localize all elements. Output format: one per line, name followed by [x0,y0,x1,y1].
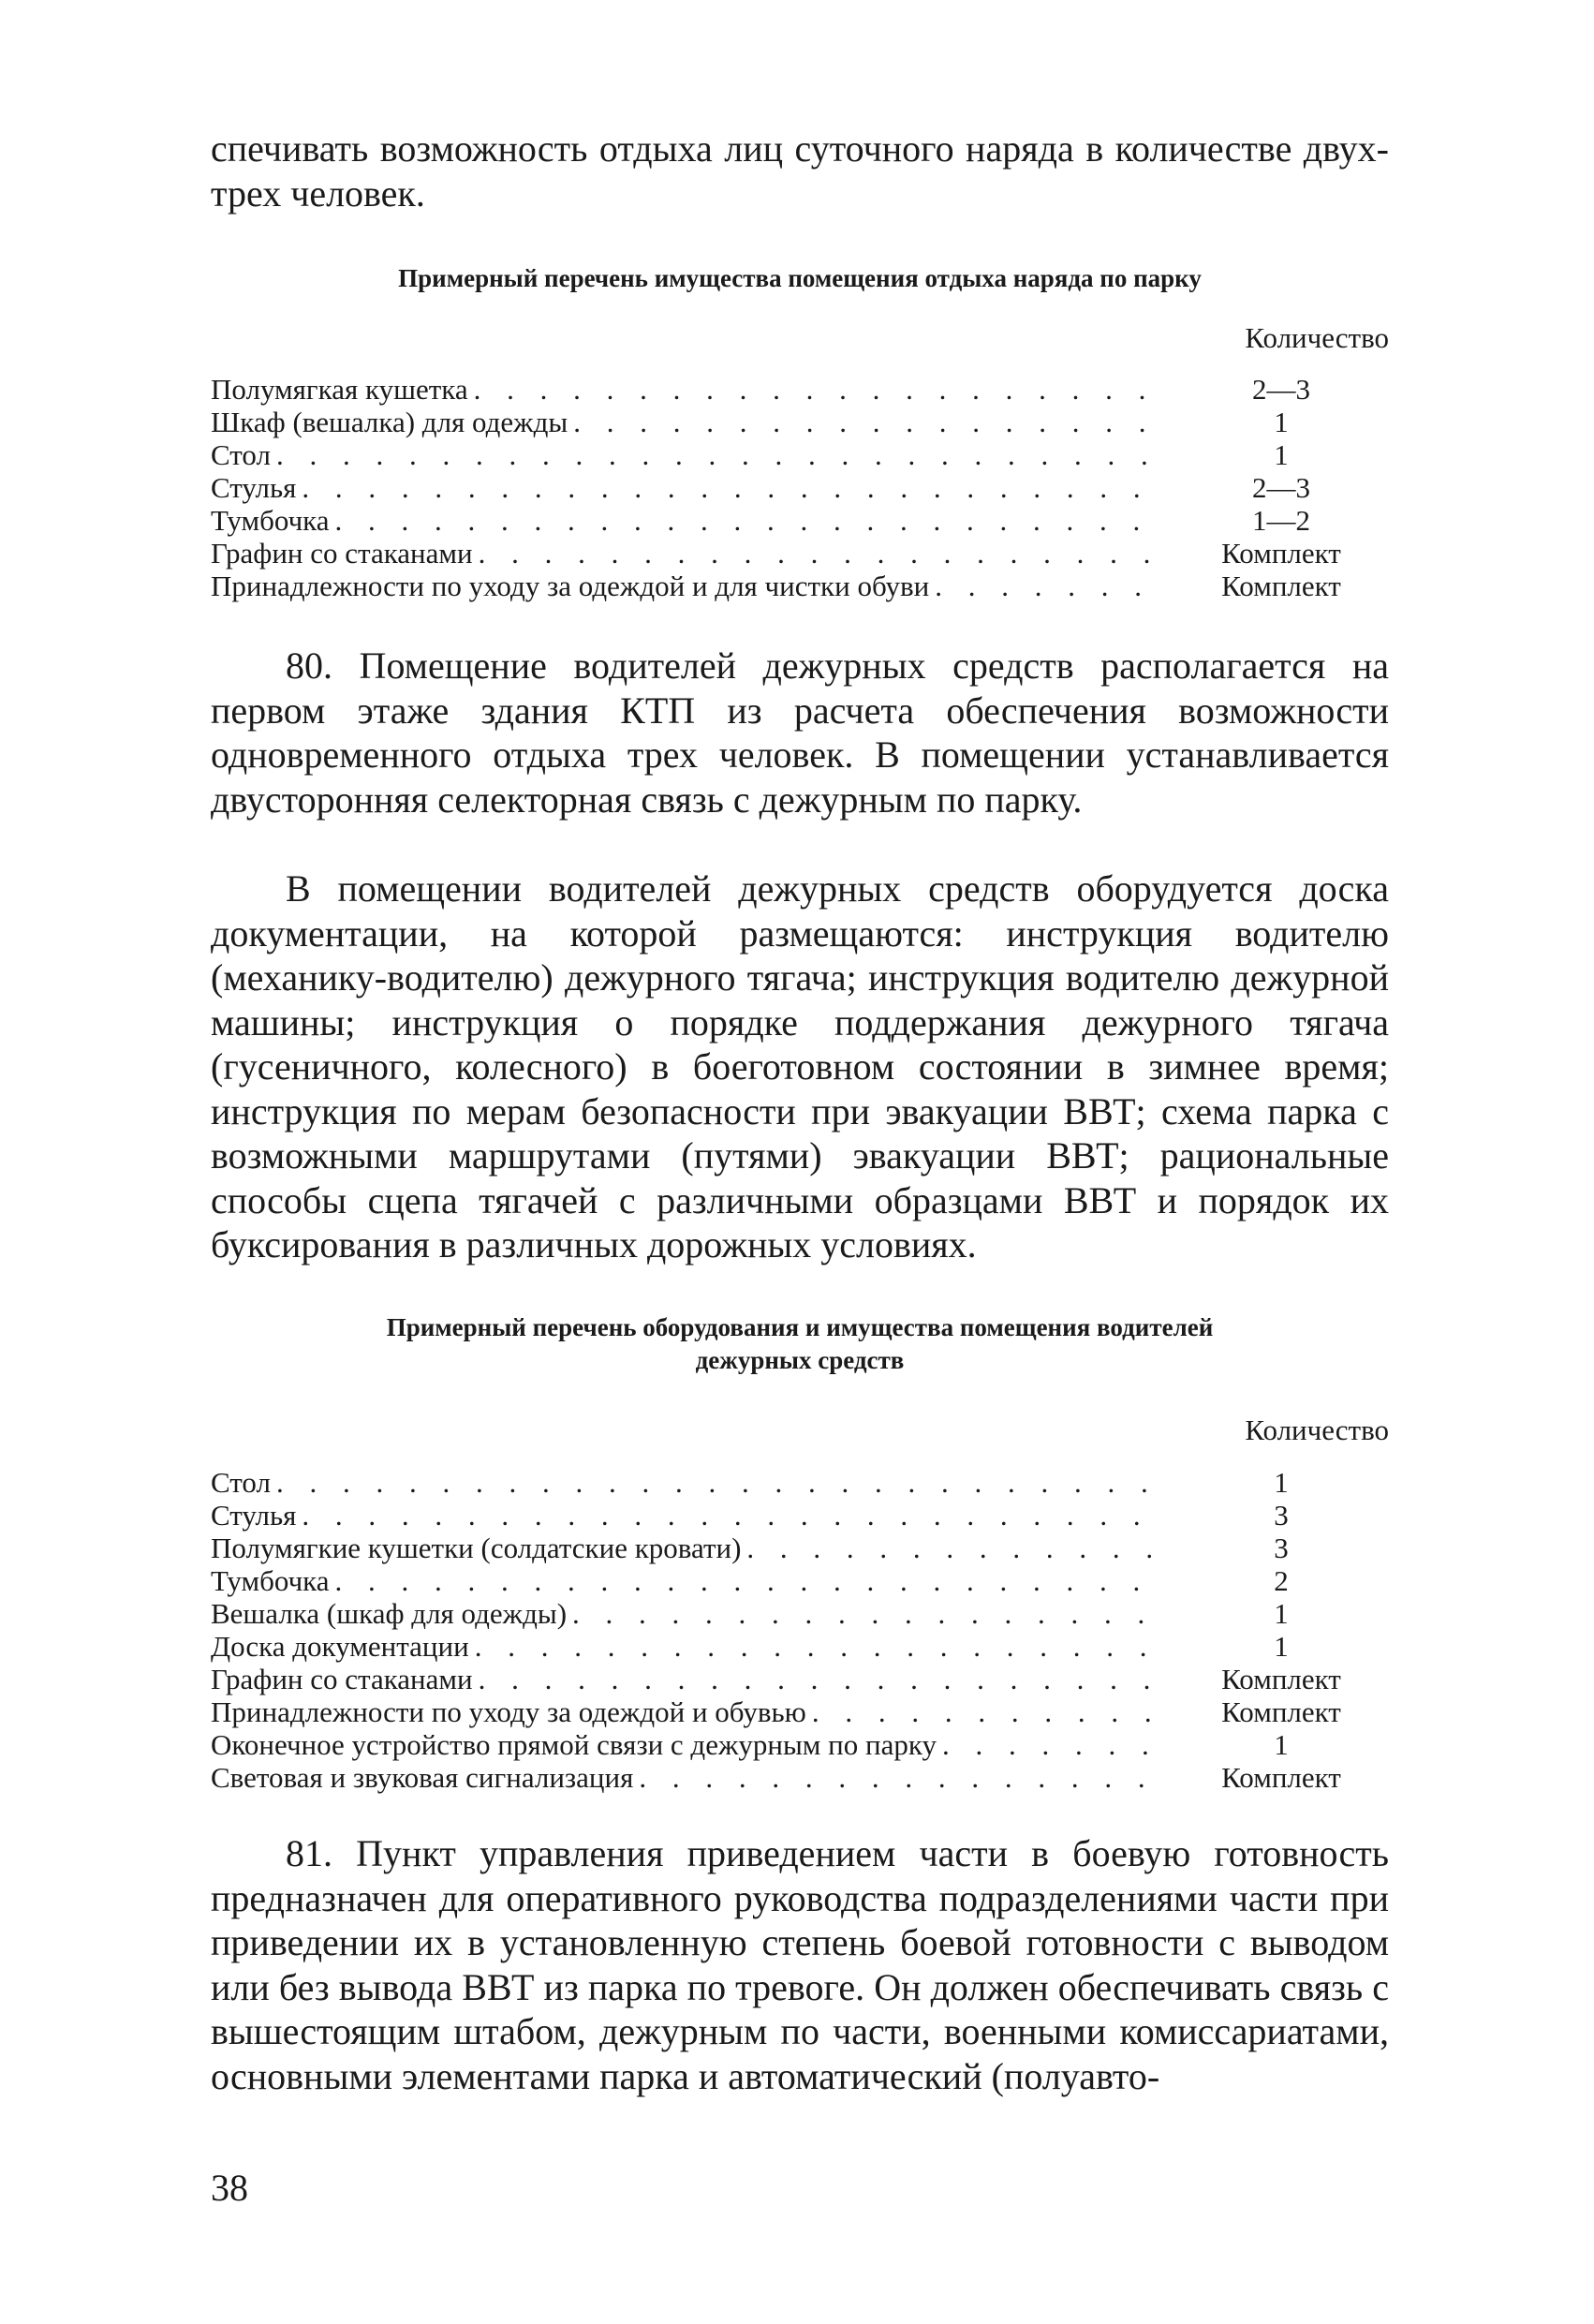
table1-row [211,438,1389,471]
table2-row [211,1695,1389,1728]
item-qty: Комплект [1221,537,1341,570]
item-name: Световая и звуковая сигнализация [211,1761,634,1794]
paragraph-80-continued: В помещении водителей дежурных средств оборудуется доска документации, на которой размещаются: инструкция водителю (механику-водителю) дежурного тягача; инструкция водителю дежурной машины; инструкция о порядке поддержания дежурного тягача (гусеничного, колесного) в боеготовном состоянии в зимнее время; инструкция по мерам безопасности при эвакуации ВВТ; схема парка с возможными маршрутами (путями) эвакуации ВВТ; рациональные способы сцепа тягачей с различными образцами ВВТ и порядок их буксирования в различных дорожных условиях. [211,867,1389,1266]
item-qty: 1 [1274,1597,1289,1630]
item-name: Стулья [211,1499,297,1532]
table1-row [211,406,1389,438]
item-qty: 1 [1274,1728,1289,1761]
item-qty: 3 [1274,1532,1289,1564]
table2-row [211,1761,1389,1794]
item-name: Стол [211,438,271,471]
dot-leader [812,1695,1168,1728]
table1-heading: Примерный перечень имущества помещения отдыха наряда по парку [398,264,1202,292]
dot-leader [479,1663,1168,1695]
item-name: Графин со стаканами [211,1663,473,1695]
dot-leader [572,1597,1168,1630]
table2-qty-header: Количество [1245,1414,1389,1446]
table1-row [211,373,1389,406]
item-name: Графин со стаканами [211,537,473,570]
table2-heading-line2: дежурных средств [695,1346,905,1374]
item-qty: 1—2 [1252,504,1310,537]
item-qty: Комплект [1221,1663,1341,1695]
table1-list [211,373,1389,602]
item-name: Стулья [211,471,297,504]
dot-leader [475,1630,1168,1663]
table2-row [211,1630,1389,1663]
item-qty: 2—3 [1252,471,1310,504]
page-number: 38 [211,2167,248,2209]
table2-row [211,1466,1389,1499]
table2-row [211,1499,1389,1532]
item-qty: 2 [1274,1564,1289,1597]
item-qty: Комплект [1221,1695,1341,1728]
table1-row [211,570,1389,602]
paragraph-81: 81. Пункт управления приведением части в боевую готовность предназначен для оперативного руководства подразделениями части при приведении их в установленную степень боевой готовности с выводом или без вывода ВВТ из парка по тревоге. Он должен обеспечивать связь с вышестоящим штабом, дежурным по части, военными комиссариатами, основными элементами парка и автоматический (полуавто- [211,1832,1389,2097]
table2-row [211,1728,1389,1761]
item-qty: Комплект [1221,570,1341,602]
dot-leader [474,373,1168,406]
dot-leader [746,1532,1168,1564]
dot-leader [942,1728,1168,1761]
table2-row [211,1532,1389,1564]
item-qty: 1 [1274,1630,1289,1663]
top-paragraph: спечивать возможность отдыха лиц суточного наряда в количестве двух-трех человек. [211,127,1389,215]
dot-leader [302,471,1168,504]
item-name: Тумбочка [211,1564,330,1597]
dot-leader [573,406,1168,438]
dot-leader [276,1466,1168,1499]
item-name: Доска документации [211,1630,469,1663]
table2-row [211,1663,1389,1695]
item-qty: 1 [1274,406,1289,438]
item-qty: 3 [1274,1499,1289,1532]
item-name: Тумбочка [211,504,330,537]
paragraph-80: 80. Помещение водителей дежурных средств располагается на первом этаже здания КТП из расчета обеспечения возможности одновременного отдыха трех человек. В помещении устанавливается двусторонняя селекторная связь с дежурным по парку. [211,644,1389,821]
item-name: Стол [211,1466,271,1499]
table1-row [211,504,1389,537]
item-name: Шкаф (вешалка) для одежды [211,406,568,438]
dot-leader [335,1564,1168,1597]
table1-row [211,537,1389,570]
table2-row [211,1564,1389,1597]
dot-leader [935,570,1168,602]
dot-leader [479,537,1168,570]
dot-leader [276,438,1168,471]
item-name: Принадлежности по уходу за одеждой и обувью [211,1695,806,1728]
table2-row [211,1597,1389,1630]
item-name: Оконечное устройство прямой связи с дежурным по парку [211,1728,937,1761]
item-name: Принадлежности по уходу за одеждой и для чистки обуви [211,570,930,602]
dot-leader [335,504,1168,537]
item-name: Полумягкая кушетка [211,373,468,406]
item-qty: 2—3 [1252,373,1310,406]
dot-leader [302,1499,1168,1532]
item-qty: 1 [1274,1466,1289,1499]
item-name: Вешалка (шкаф для одежды) [211,1597,568,1630]
table2-heading-line1: Примерный перечень оборудования и имущества помещения водителей [386,1313,1214,1341]
item-name: Полумягкие кушетки (солдатские кровати) [211,1532,742,1564]
table1-row [211,471,1389,504]
item-qty: 1 [1274,438,1289,471]
table2-list [211,1466,1389,1794]
table1-qty-header: Количество [1245,321,1389,354]
dot-leader [639,1761,1168,1794]
item-qty: Комплект [1221,1761,1341,1794]
